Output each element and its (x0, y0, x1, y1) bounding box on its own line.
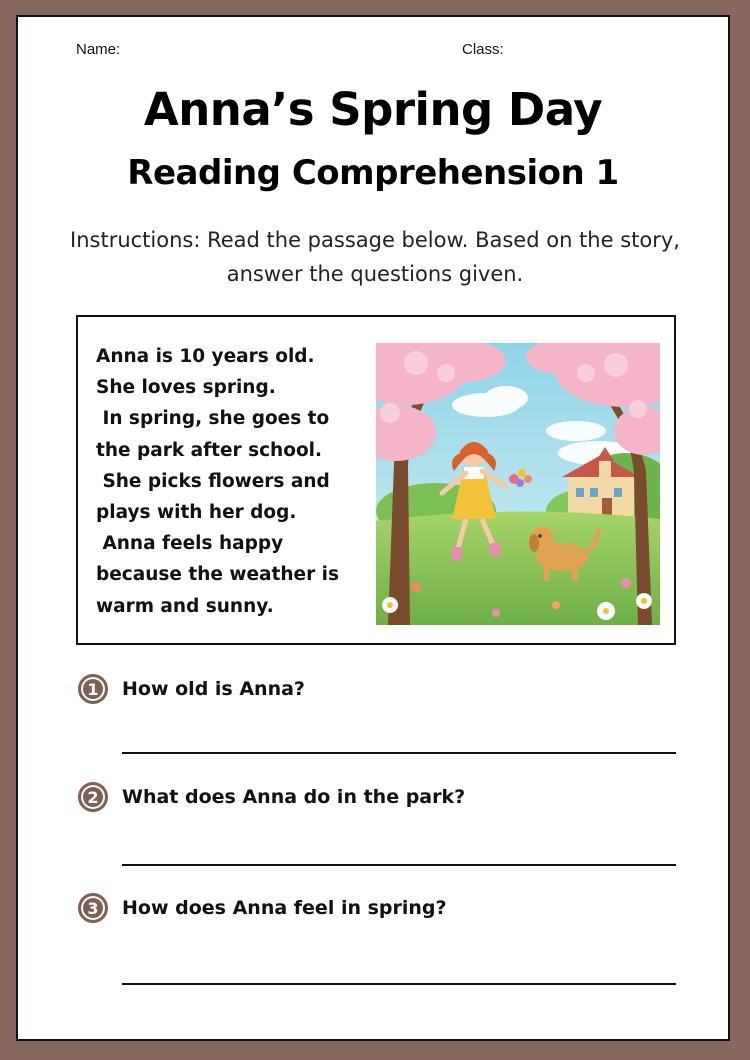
passage-line: She loves spring. (96, 377, 276, 399)
question-number-badge: 3 (78, 893, 108, 923)
page-title: Anna’s Spring Day (143, 83, 603, 136)
passage-line: plays with her dog. (96, 502, 297, 524)
passage-text (96, 341, 371, 622)
instructions-text: Instructions: Read the passage below. Based on the story, answer the questions given. (70, 228, 680, 286)
passage-line: She picks flowers and (96, 470, 330, 492)
passage-line: In spring, she goes to (96, 408, 330, 430)
question-3 (78, 893, 447, 923)
question-text: How old is Anna? (122, 678, 305, 700)
question-text: What does Anna do in the park? (122, 786, 466, 808)
worksheet-page (16, 15, 730, 1041)
passage-line: the park after school. (96, 439, 323, 461)
passage-line: because the weather is (96, 564, 340, 586)
spring-park-illustration (376, 343, 660, 625)
passage-line: Anna feels happy (96, 533, 284, 555)
question-1 (78, 674, 305, 704)
question-text: How does Anna feel in spring? (122, 897, 447, 919)
answer-line-3[interactable] (122, 983, 676, 985)
question-number-badge: 2 (78, 782, 108, 812)
question-2 (78, 782, 465, 812)
passage-line: warm and sunny. (96, 595, 274, 617)
answer-line-1[interactable] (122, 752, 676, 754)
question-number-badge: 1 (78, 674, 108, 704)
class-label: Class: (462, 41, 504, 58)
passage-line: Anna is 10 years old. (96, 346, 315, 367)
passage-box (76, 315, 676, 645)
page-subtitle: Reading Comprehension 1 (127, 153, 619, 193)
answer-line-2[interactable] (122, 864, 676, 866)
name-label: Name: (76, 41, 121, 58)
